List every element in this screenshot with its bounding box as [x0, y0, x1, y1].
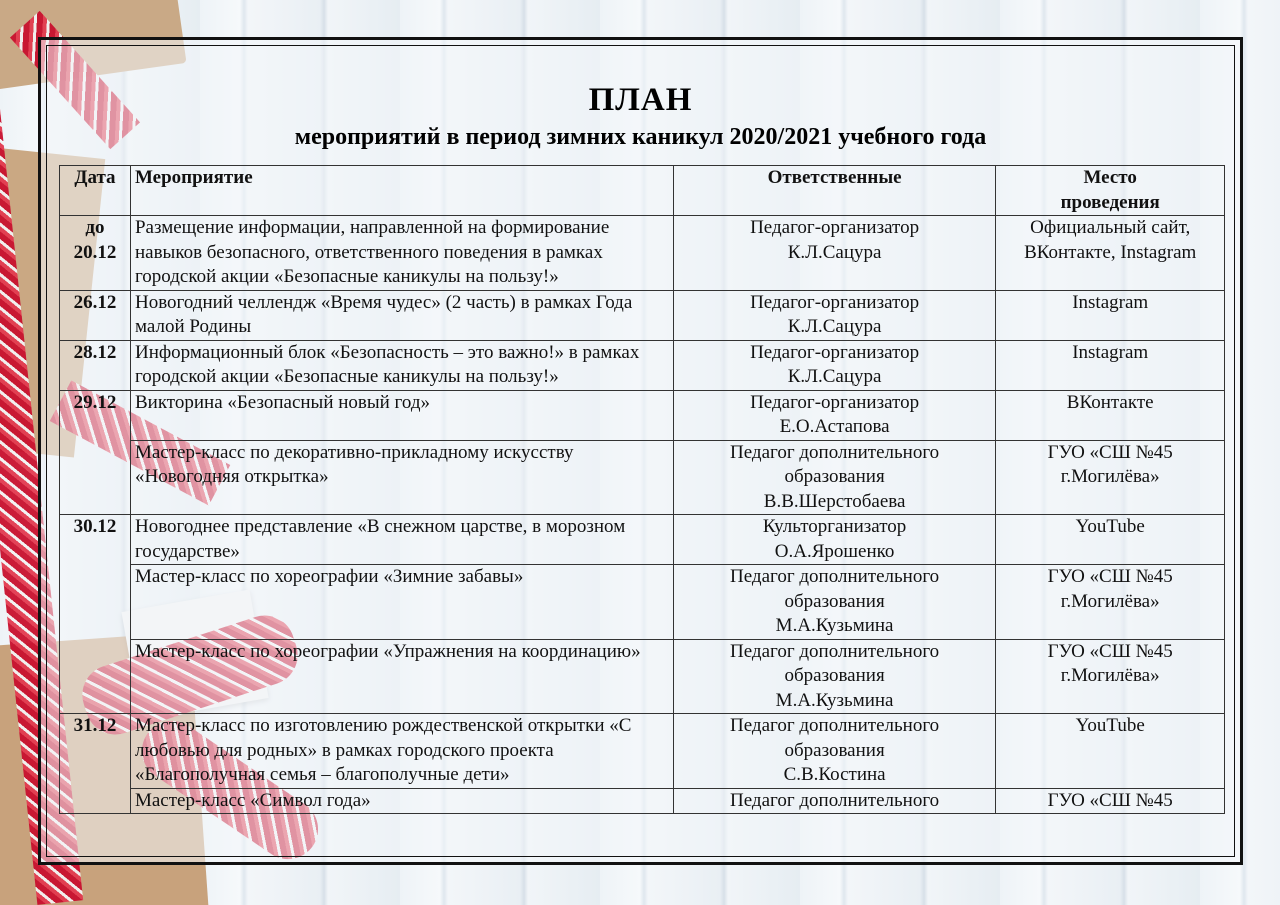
responsible-line: Педагог дополнительного: [730, 715, 940, 736]
date-cell: 28.12: [60, 340, 131, 390]
responsible-line: образования: [784, 739, 885, 761]
responsible-line: образования: [784, 590, 885, 612]
place-line: ВКонтакте, Instagram: [1024, 241, 1197, 263]
responsible-cell: [673, 290, 996, 340]
responsible-line: Педагог дополнительного: [730, 640, 940, 662]
responsible-cell: [673, 390, 996, 440]
place-cell: [996, 340, 1225, 390]
place-cell: [996, 290, 1225, 340]
page-title: ПЛАН: [588, 82, 693, 118]
date-cell: до 20.12: [60, 216, 131, 291]
responsible-line: Педагог-организатор: [750, 391, 920, 413]
place-cell: [996, 440, 1225, 515]
responsible-line: О.А.Ярошенко: [774, 540, 895, 562]
place-cell: [996, 639, 1225, 714]
table-header-row: [60, 166, 1225, 216]
event-cell: Новогодний челлендж «Время чудес» (2 часть) в рамках Года малой Родины: [130, 290, 673, 340]
responsible-line: Культорганизатор: [762, 516, 907, 537]
event-cell: Новогоднее представление «В снежном царстве, в морозном государстве»: [130, 515, 673, 565]
responsible-cell: [673, 714, 996, 789]
place-line: ГУО «СШ №45: [1047, 441, 1173, 463]
column-header-date: Дата: [60, 166, 131, 216]
responsible-line: К.Л.Сацура: [787, 366, 882, 387]
responsible-line: С.В.Костина: [783, 764, 886, 785]
responsible-cell: [673, 639, 996, 714]
responsible-cell: [673, 565, 996, 640]
responsible-cell: [673, 788, 996, 814]
responsible-line: М.А.Кузьмина: [775, 615, 894, 636]
place-cell: [996, 565, 1225, 640]
event-cell: Мастер-класс по декоративно-прикладному искусству «Новогодняя открытка»: [130, 440, 673, 515]
responsible-line: В.В.Шерстобаева: [763, 490, 906, 512]
place-line: ГУО «СШ №45: [1047, 789, 1173, 811]
responsible-line: К.Л.Сацура: [787, 316, 882, 337]
column-header-responsible: Ответственные: [673, 166, 996, 216]
place-line: ГУО «СШ №45: [1047, 566, 1173, 587]
place-cell: [996, 390, 1225, 440]
page-subtitle: мероприятий в период зимних каникул 2020/2021 учебного года: [294, 124, 987, 150]
table-row: [60, 290, 1225, 340]
table-row: [60, 639, 1225, 714]
responsible-line: Е.О.Астапова: [779, 416, 890, 437]
table-row: [60, 714, 1225, 789]
responsible-cell: [673, 515, 996, 565]
place-cell: [996, 714, 1225, 789]
table-row: [60, 216, 1225, 291]
table-row: [60, 340, 1225, 390]
event-cell: Викторина «Безопасный новый год»: [130, 390, 673, 440]
document-frame: [38, 37, 1243, 865]
event-cell: Мастер-класс «Символ года»: [130, 788, 673, 814]
column-header-event: Мероприятие: [130, 166, 673, 216]
responsible-line: Педагог-организатор: [750, 217, 920, 238]
place-line: ВКонтакте: [1066, 391, 1154, 413]
place-line: Официальный сайт,: [1030, 217, 1191, 238]
place-line: Instagram: [1072, 341, 1149, 363]
responsible-cell: [673, 340, 996, 390]
responsible-line: М.А.Кузьмина: [775, 689, 894, 711]
event-cell: Информационный блок «Безопасность – это важно!» в рамках городской акции «Безопасные каникулы на пользу!»: [130, 340, 673, 390]
events-table: [59, 165, 1225, 814]
responsible-line: Педагог дополнительного: [730, 441, 940, 463]
event-cell: Мастер-класс по хореографии «Упражнения на координацию»: [130, 639, 673, 714]
table-row: [60, 788, 1225, 814]
place-line: г.Могилёва»: [1060, 466, 1160, 487]
date-cell: 29.12: [60, 390, 131, 515]
responsible-line: Педагог-организатор: [750, 291, 920, 313]
place-line: г.Могилёва»: [1060, 665, 1160, 686]
place-line: YouTube: [1075, 715, 1145, 736]
place-line: г.Могилёва»: [1060, 590, 1160, 612]
event-cell: Мастер-класс по изготовлению рождественской открытки «С любовью для родных» в рамках городского проекта «Благополучная семья – благополучные дети»: [130, 714, 673, 789]
responsible-line: образования: [784, 665, 885, 686]
date-cell: 26.12: [60, 290, 131, 340]
place-line: ГУО «СШ №45: [1047, 640, 1173, 662]
place-cell: [996, 515, 1225, 565]
responsible-line: К.Л.Сацура: [787, 241, 882, 263]
date-cell: 30.12: [60, 515, 131, 714]
table-row: [60, 515, 1225, 565]
responsible-line: Педагог дополнительного: [730, 789, 940, 811]
event-cell: Размещение информации, направленной на формирование навыков безопасного, ответственного поведения в рамках городской акции «Безопасные каникулы на пользу!»: [130, 216, 673, 291]
responsible-line: образования: [784, 466, 885, 487]
date-cell: 31.12: [60, 714, 131, 814]
event-cell: Мастер-класс по хореографии «Зимние забавы»: [130, 565, 673, 640]
responsible-line: Педагог дополнительного: [730, 566, 940, 587]
table-row: [60, 390, 1225, 440]
table-row: [60, 565, 1225, 640]
place-cell: [996, 216, 1225, 291]
column-header-place: [996, 166, 1225, 216]
responsible-cell: [673, 440, 996, 515]
column-header-place-label: Место проведения: [1060, 167, 1160, 213]
responsible-cell: [673, 216, 996, 291]
place-cell: [996, 788, 1225, 814]
place-line: Instagram: [1072, 291, 1149, 313]
table-row: [60, 440, 1225, 515]
place-line: YouTube: [1075, 516, 1145, 537]
responsible-line: Педагог-организатор: [750, 341, 920, 363]
